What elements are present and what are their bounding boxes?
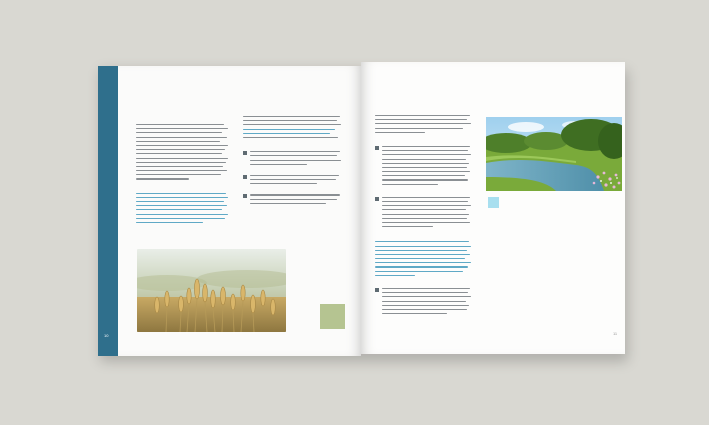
green-color-swatch — [320, 304, 345, 329]
bullet-marker — [375, 146, 379, 150]
wheat-field-photo — [137, 249, 286, 332]
bullet-marker — [243, 151, 247, 155]
bullet-marker — [243, 175, 247, 179]
left-column-text — [136, 124, 232, 226]
bullet-marker — [243, 194, 247, 198]
left-accent-band — [98, 66, 118, 356]
right-page-number: 11 — [613, 331, 618, 336]
blue-color-swatch — [488, 197, 499, 208]
left-page-second-column — [243, 116, 345, 210]
river-meadow-photo — [486, 117, 622, 191]
bullet-marker — [375, 197, 379, 201]
bullet-marker — [375, 288, 379, 292]
right-column-text — [375, 115, 475, 320]
left-page-number: 10 — [104, 333, 109, 338]
